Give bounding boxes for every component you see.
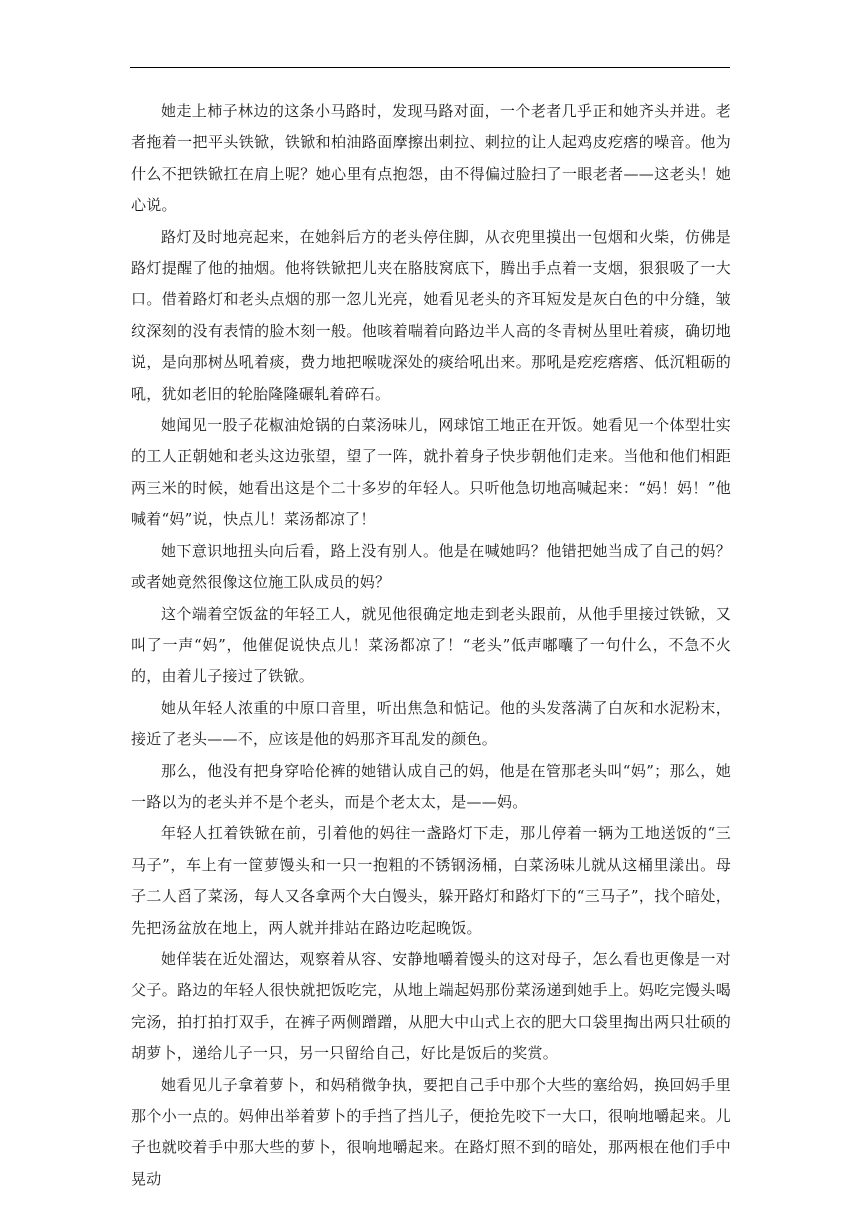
paragraph: 她闻见一股子花椒油炝锅的白菜汤味儿，网球馆工地正在开饭。她看见一个体型壮实的工人正朝她和老头这边张望，望了一阵，就扑着身子快步朝他们走来。当他和他们相距两三米的时候，她看出这是个二十多岁的年轻人。只听他急切地高喊起来：“妈！妈！”他喊着“妈”说，快点儿！菜汤都凉了！ [131, 416, 731, 529]
paragraph: 她从年轻人浓重的中原口音里，听出焦急和惦记。他的头发落满了白灰和水泥粉末，接近了老头——不，应该是他的妈那齐耳乱发的颜色。 [131, 698, 731, 749]
paragraph: 路灯及时地亮起来，在她斜后方的老头停住脚，从衣兜里摸出一包烟和火柴，仿佛是路灯提醒了他的抽烟。他将铁锨把儿夹在胳肢窝底下，腾出手点着一支烟，狠狠吸了一大口。借着路灯和老头点烟的那一忽儿光亮，她看见老头的齐耳短发是灰白色的中分缝，皱纹深刻的没有表情的脸木刻一般。他咳着喘着向路边半人高的冬青树丛里吐着痰，确切地说，是向那树丛吼着痰，费力地把喉咙深处的痰给吼出来。那吼是疙疙瘩瘩、低沉粗砺的吼，犹如老旧的轮胎隆隆碾轧着碎石。 [131, 227, 731, 403]
paragraph: 那么，他没有把身穿哈伦裤的她错认成自己的妈，他是在管那老头叫“妈”；那么，她一路以为的老头并不是个老头，而是个老太太，是——妈。 [131, 761, 731, 811]
paragraph: 她走上柿子林边的这条小马路时，发现马路对面，一个老者几乎正和她齐头并进。老者拖着一把平头铁锨，铁锨和柏油路面摩擦出刺拉、刺拉的让人起鸡皮疙瘩的噪音。他为什么不把铁锨扛在肩上呢？她心里有点抱怨，由不得偏过脸扫了一眼老者——这老头！她心说。 [131, 102, 731, 215]
header-rule [130, 67, 730, 68]
document-body [131, 96, 731, 1195]
paragraph: 她佯装在近处溜达，观察着从容、安静地嚼着馒头的这对母子，怎么看也更像是一对父子。路边的年轻人很快就把饭吃完，从地上端起妈那份菜汤递到她手上。妈吃完馒头喝完汤，拍打拍打双手，在裤子两侧蹭蹭，从肥大中山式上衣的肥大口袋里掏出两只壮硕的胡萝卜，递给儿子一只，另一只留给自己，好比是饭后的奖赏。 [131, 949, 731, 1063]
paragraph: 她下意识地扭头向后看，路上没有别人。他是在喊她吗？他错把她当成了自己的妈？或者她竟然很像这位施工队成员的妈？ [131, 541, 731, 592]
paragraph: 年轻人扛着铁锨在前，引着他的妈往一盏路灯下走，那儿停着一辆为工地送饭的“三马子”，车上有一筐萝馒头和一只一抱粗的不锈钢汤桶，白菜汤味儿就从这桶里漾出。母子二人舀了菜汤，每人又各拿两个大白馒头，躲开路灯和路灯下的“三马子”，找个暗处，先把汤盆放在地上，两人就并排站在路边吃起晚饭。 [131, 824, 731, 937]
paragraph: 这个端着空饭盆的年轻工人，就见他很确定地走到老头跟前，从他手里接过铁锨，又叫了一声“妈”，他催促说快点儿！菜汤都凉了！“老头”低声嘟囔了一句什么，不急不火的，由着儿子接过了铁锨。 [131, 604, 731, 686]
paragraph: 她看见儿子拿着萝卜，和妈稍微争执，要把自己手中那个大些的塞给妈，换回妈手里那个小一点的。妈伸出举着萝卜的手挡了挡儿子，便抢先咬下一大口，很响地嚼起来。儿子也就咬着手中那大些的萝卜，很响地嚼起来。在路灯照不到的暗处，那两根在他们手中晃动 [131, 1075, 731, 1188]
